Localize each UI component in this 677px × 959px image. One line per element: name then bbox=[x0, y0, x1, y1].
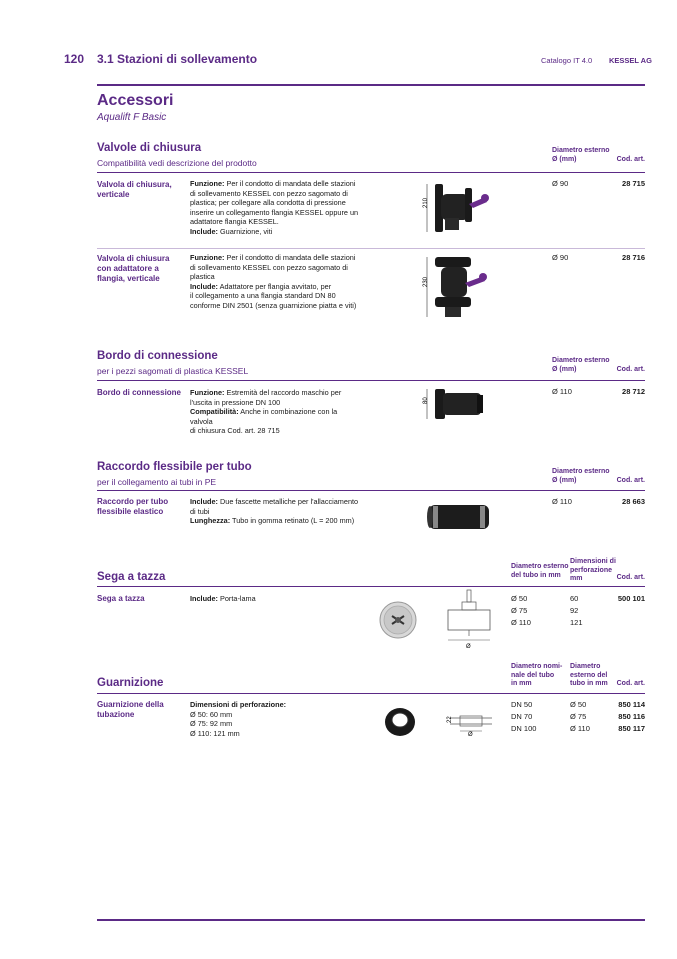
row-divider bbox=[97, 248, 645, 249]
valves-divider bbox=[97, 172, 645, 173]
hose-name: Raccordo per tubo flessibile elastico bbox=[97, 497, 169, 516]
col-code: Cod. art. bbox=[616, 477, 645, 484]
page-title: Accessori bbox=[97, 92, 174, 109]
saw-perforations: 60 92 121 bbox=[570, 594, 583, 627]
gasket-outer: Ø 50 Ø 75 Ø 110 bbox=[570, 700, 590, 733]
col-perforation: Dimensioni di perforazione mm bbox=[570, 558, 616, 582]
valve-2-diameter: Ø 90 bbox=[552, 253, 569, 262]
valve-1-description: Funzione: Per il condotto di mandata delle stazioni di sollevamento KESSEL con pezzo sagomato di plastica; per collegare alla condotta di pressione inserire un collegamento flangia KESSEL oppure un adattatore flangia KESSEL. Include: Guarnizione, viti bbox=[190, 179, 359, 236]
col-pipe-diameter: Diametro esterno del tubo in mm bbox=[511, 563, 569, 579]
saw-dim-symbol: Ø bbox=[466, 644, 471, 650]
col-code: Cod. art. bbox=[616, 574, 645, 581]
col-diameter: Diametro esterno Ø (mm) bbox=[552, 468, 610, 484]
gasket-dim-symbol: Ø bbox=[468, 732, 473, 738]
valves-title: Valvole di chiusura bbox=[97, 142, 202, 154]
hose-code: 28 663 bbox=[622, 497, 645, 506]
valve-2-dim: 230 bbox=[423, 276, 429, 287]
valves-subtitle: Compatibilità vedi descrizione del prodotto bbox=[97, 158, 257, 168]
page-number: 120 bbox=[64, 52, 85, 66]
edge-name: Bordo di connessione bbox=[97, 388, 182, 397]
saw-title: Sega a tazza bbox=[97, 571, 166, 583]
hose-image bbox=[425, 500, 495, 534]
col-diameter: Diametro esterno Ø (mm) bbox=[552, 357, 610, 373]
gasket-description: Dimensioni di perforazione: Ø 50: 60 mm Ø 75: 92 mm Ø 110: 121 mm bbox=[190, 700, 287, 738]
edge-title: Bordo di connessione bbox=[97, 350, 218, 362]
section-title: 3.1 Stazioni di sollevamento bbox=[97, 52, 258, 66]
gasket-title: Guarnizione bbox=[97, 677, 164, 689]
edge-diameter: Ø 110 bbox=[552, 387, 572, 396]
page-subtitle: Aqualift F Basic bbox=[97, 112, 167, 123]
brand-label: KESSEL AG bbox=[609, 56, 652, 65]
hose-diameter: Ø 110 bbox=[552, 497, 572, 506]
gasket-drawing bbox=[440, 710, 496, 736]
col-code: Cod. art. bbox=[616, 366, 645, 373]
col-code: Cod. art. bbox=[616, 680, 645, 687]
edge-dim: 80 bbox=[423, 397, 429, 404]
saw-drawing bbox=[440, 588, 500, 648]
col-nominal: Diametro nomi- nale del tubo in mm bbox=[511, 663, 563, 687]
gasket-dn: DN 50 DN 70 DN 100 bbox=[511, 700, 537, 733]
saw-name: Sega a tazza bbox=[97, 594, 145, 603]
saw-divider bbox=[97, 586, 645, 587]
gasket-codes: 850 114 850 116 850 117 bbox=[618, 700, 645, 733]
hose-divider bbox=[97, 490, 645, 491]
hose-description: Include: Due fascette metalliche per l'allacciamento di tubi Lunghezza: Tubo in gomma retinato (L = 200 mm) bbox=[190, 497, 359, 526]
edge-code: 28 712 bbox=[622, 387, 645, 396]
valve-1-diameter: Ø 90 bbox=[552, 179, 569, 188]
gasket-image bbox=[382, 705, 418, 739]
valve-2-description: Funzione: Per il condotto di mandata delle stazioni di sollevamento KESSEL con pezzo sagomato di plastica Include: Adattatore per flangia avvitato, per il collegamento a una flangia standard DN 80 conforme DIN 2501 (senza guarnizione piatta e viti) bbox=[190, 253, 357, 310]
col-code: Cod. art. bbox=[616, 156, 645, 163]
gasket-name: Guarnizione della tubazione bbox=[97, 700, 164, 719]
col-diameter: Diametro esterno Ø (mm) bbox=[552, 147, 610, 163]
gasket-dim: 22 bbox=[447, 716, 453, 723]
footer-divider bbox=[97, 919, 645, 921]
valve-1-code: 28 715 bbox=[622, 179, 645, 188]
hose-title: Raccordo flessibile per tubo bbox=[97, 461, 252, 473]
gasket-divider bbox=[97, 693, 645, 694]
valve-1-dim: 210 bbox=[423, 197, 429, 208]
hose-subtitle: per il collegamento ai tubi in PE bbox=[97, 477, 217, 487]
saw-diameters: Ø 50 Ø 75 Ø 110 bbox=[511, 594, 531, 627]
valve-2-name: Valvola di chiusura con adattatore a flangia, verticale bbox=[97, 254, 170, 283]
col-outer: Diametro esterno del tubo in mm bbox=[570, 663, 608, 687]
edge-image bbox=[415, 385, 505, 425]
edge-divider bbox=[97, 380, 645, 381]
saw-description: Include: Porta-lama bbox=[190, 594, 256, 603]
edge-subtitle: per i pezzi sagomati di plastica KESSEL bbox=[97, 366, 249, 376]
catalog-label: Catalogo IT 4.0 bbox=[541, 56, 593, 65]
edge-description: Funzione: Estremità del raccordo maschio per l'uscita in pressione DN 100 Compatibilità: Anche in combinazione con la valvola di chiusura Cod. art. 28 715 bbox=[190, 388, 342, 436]
valve-1-name: Valvola di chiusura, verticale bbox=[97, 180, 172, 199]
valve-2-image bbox=[415, 253, 505, 321]
header-divider bbox=[97, 84, 645, 86]
valve-1-image bbox=[415, 178, 505, 238]
saw-code: 500 101 bbox=[617, 594, 645, 603]
saw-image bbox=[378, 600, 418, 640]
valve-2-code: 28 716 bbox=[622, 253, 645, 262]
